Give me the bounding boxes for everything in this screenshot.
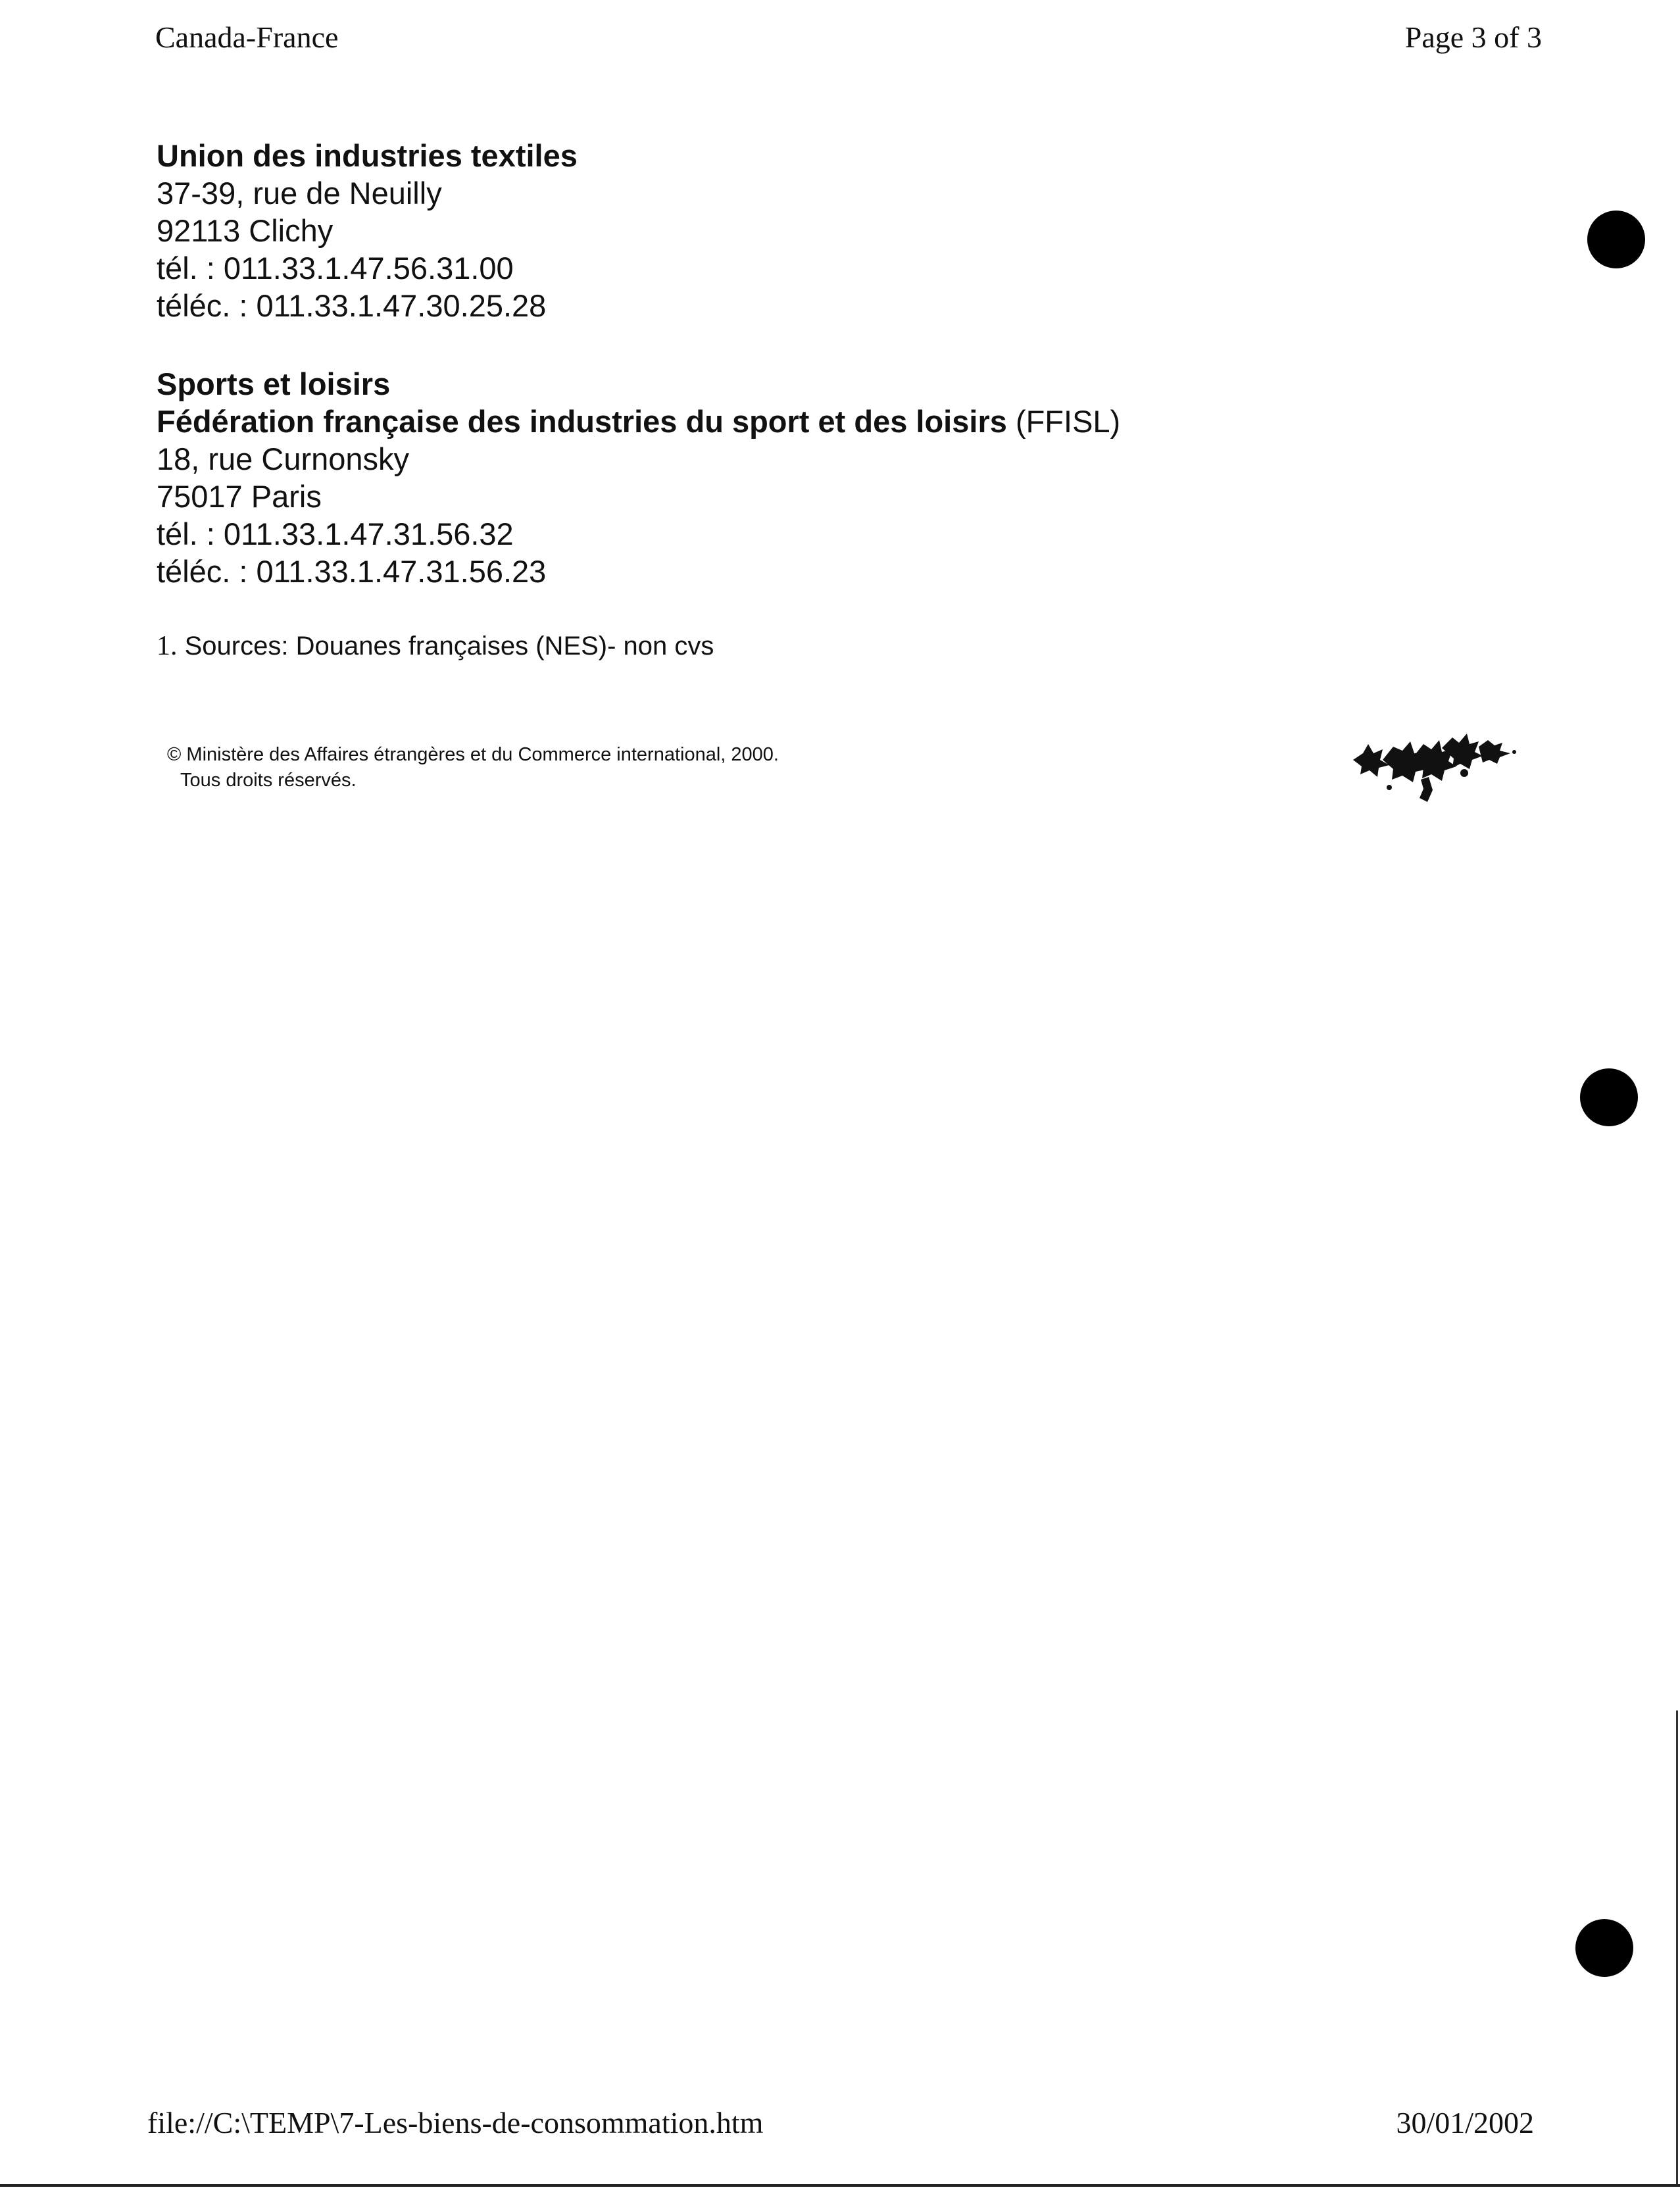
footer-date: 30/01/2002 — [1396, 2106, 1534, 2139]
scan-edge-line — [1676, 1710, 1678, 2184]
contact-org-abbrev: (FFISL) — [1015, 404, 1121, 439]
scan-edge-line — [0, 2184, 1680, 2187]
contact-address-street: 18, rue Curnonsky — [157, 441, 410, 476]
contact-address-street: 37-39, rue de Neuilly — [157, 176, 442, 211]
copyright-notice — [167, 742, 779, 793]
contact-fax: téléc. : 011.33.1.47.31.56.23 — [157, 554, 547, 589]
rights-reserved-line: Tous droits réservés. — [180, 770, 357, 791]
contact-heading: Sports et loisirs — [157, 366, 391, 401]
footnote-text: Sources: Douanes françaises (NES)- non cvs — [184, 632, 714, 661]
contact-org-line — [157, 403, 1120, 440]
contact-phone: tél. : 011.33.1.47.56.31.00 — [157, 251, 514, 286]
footer-file-path: file://C:\TEMP\7-Les-biens-de-consommation.htm — [147, 2106, 764, 2139]
header-page-number: Page 3 of 3 — [1404, 20, 1542, 54]
footnote — [157, 630, 714, 662]
footnote-number: 1. — [157, 631, 178, 661]
copyright-line: © Ministère des Affaires étrangères et du Commerce international, 2000. — [167, 744, 779, 765]
contact-address-city: 92113 Clichy — [157, 213, 334, 248]
contact-phone: tél. : 011.33.1.47.31.56.32 — [157, 516, 514, 551]
contact-block-textiles — [157, 137, 578, 324]
punch-hole — [1575, 1919, 1633, 1977]
contact-fax: téléc. : 011.33.1.47.30.25.28 — [157, 288, 547, 323]
punch-hole — [1587, 211, 1645, 268]
contact-heading: Union des industries textiles — [157, 138, 578, 173]
contact-org-name: Fédération française des industries du sport et des loisirs — [157, 404, 1007, 439]
header-document-title: Canada-France — [155, 20, 339, 54]
contact-block-sports — [157, 365, 1120, 590]
punch-hole — [1580, 1068, 1638, 1126]
contact-address-city: 75017 Paris — [157, 479, 322, 514]
maple-leaf-logo-icon — [1350, 727, 1521, 812]
